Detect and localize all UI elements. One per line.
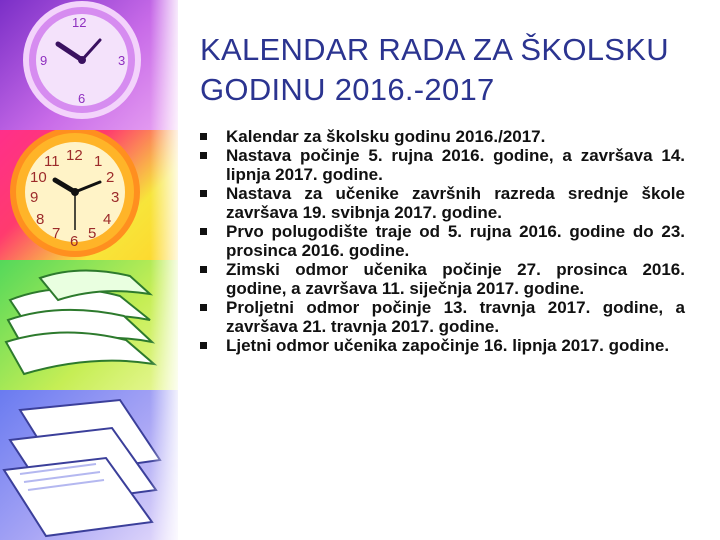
orange-clock-12: 12 — [66, 147, 83, 164]
list-item — [200, 146, 685, 184]
bullet-square-icon — [200, 152, 207, 159]
orange-clock-6: 6 — [70, 233, 79, 250]
orange-clock-8: 8 — [36, 211, 45, 228]
orange-clock-10: 10 — [30, 169, 47, 186]
bullet-square-icon — [200, 266, 207, 273]
purple-clock-six: 6 — [78, 91, 86, 106]
bullet-square-icon — [200, 133, 207, 140]
orange-clock-7: 7 — [52, 225, 61, 242]
list-item — [200, 222, 685, 260]
list-item-text: Zimski odmor učenika počinje 27. prosinca 2016. godine, a završava 11. siječnja 2017. godine. — [226, 260, 685, 298]
list-item-text: Proljetni odmor počinje 13. travnja 2017. godine, a završava 21. travnja 2017. godine. — [226, 298, 685, 336]
list-item-text: Nastava počinje 5. rujna 2016. godine, a završava 14. lipnja 2017. godine. — [226, 146, 685, 184]
list-item — [200, 260, 685, 298]
orange-clock-3: 3 — [111, 189, 120, 206]
decorative-image-strip — [0, 0, 178, 540]
list-item — [200, 298, 685, 336]
bullet-square-icon — [200, 228, 207, 235]
page-title: KALENDAR RADA ZA ŠKOLSKU GODINU 2016.-2017 — [200, 32, 669, 107]
orange-clock-5: 5 — [88, 225, 97, 242]
purple-clock-twelve: 12 — [72, 15, 87, 30]
bullet-square-icon — [200, 342, 207, 349]
list-item-text: Nastava za učenike završnih razreda srednje škole završava 19. svibnja 2017. godine. — [226, 184, 685, 222]
strip-fade — [150, 0, 178, 540]
bullet-list — [200, 127, 685, 355]
list-item-text: Kalendar za školsku godinu 2016./2017. — [226, 127, 546, 146]
list-item-text: Prvo polugodište traje od 5. rujna 2016. godine do 23. prosinca 2016. godine. — [226, 222, 685, 260]
bullet-square-icon — [200, 190, 207, 197]
list-item — [200, 184, 685, 222]
list-item — [200, 336, 685, 355]
bullet-square-icon — [200, 304, 207, 311]
purple-clock-three: 3 — [118, 53, 126, 68]
orange-clock-9: 9 — [30, 189, 39, 206]
orange-clock-4: 4 — [103, 211, 112, 228]
list-item-text: Ljetni odmor učenika započinje 16. lipnja 2017. godine. — [226, 336, 670, 355]
orange-clock-11: 11 — [44, 153, 60, 170]
orange-clock-2: 2 — [106, 169, 115, 186]
list-item — [200, 127, 685, 146]
orange-clock-1: 1 — [94, 153, 103, 170]
purple-clock-nine: 9 — [40, 53, 48, 68]
